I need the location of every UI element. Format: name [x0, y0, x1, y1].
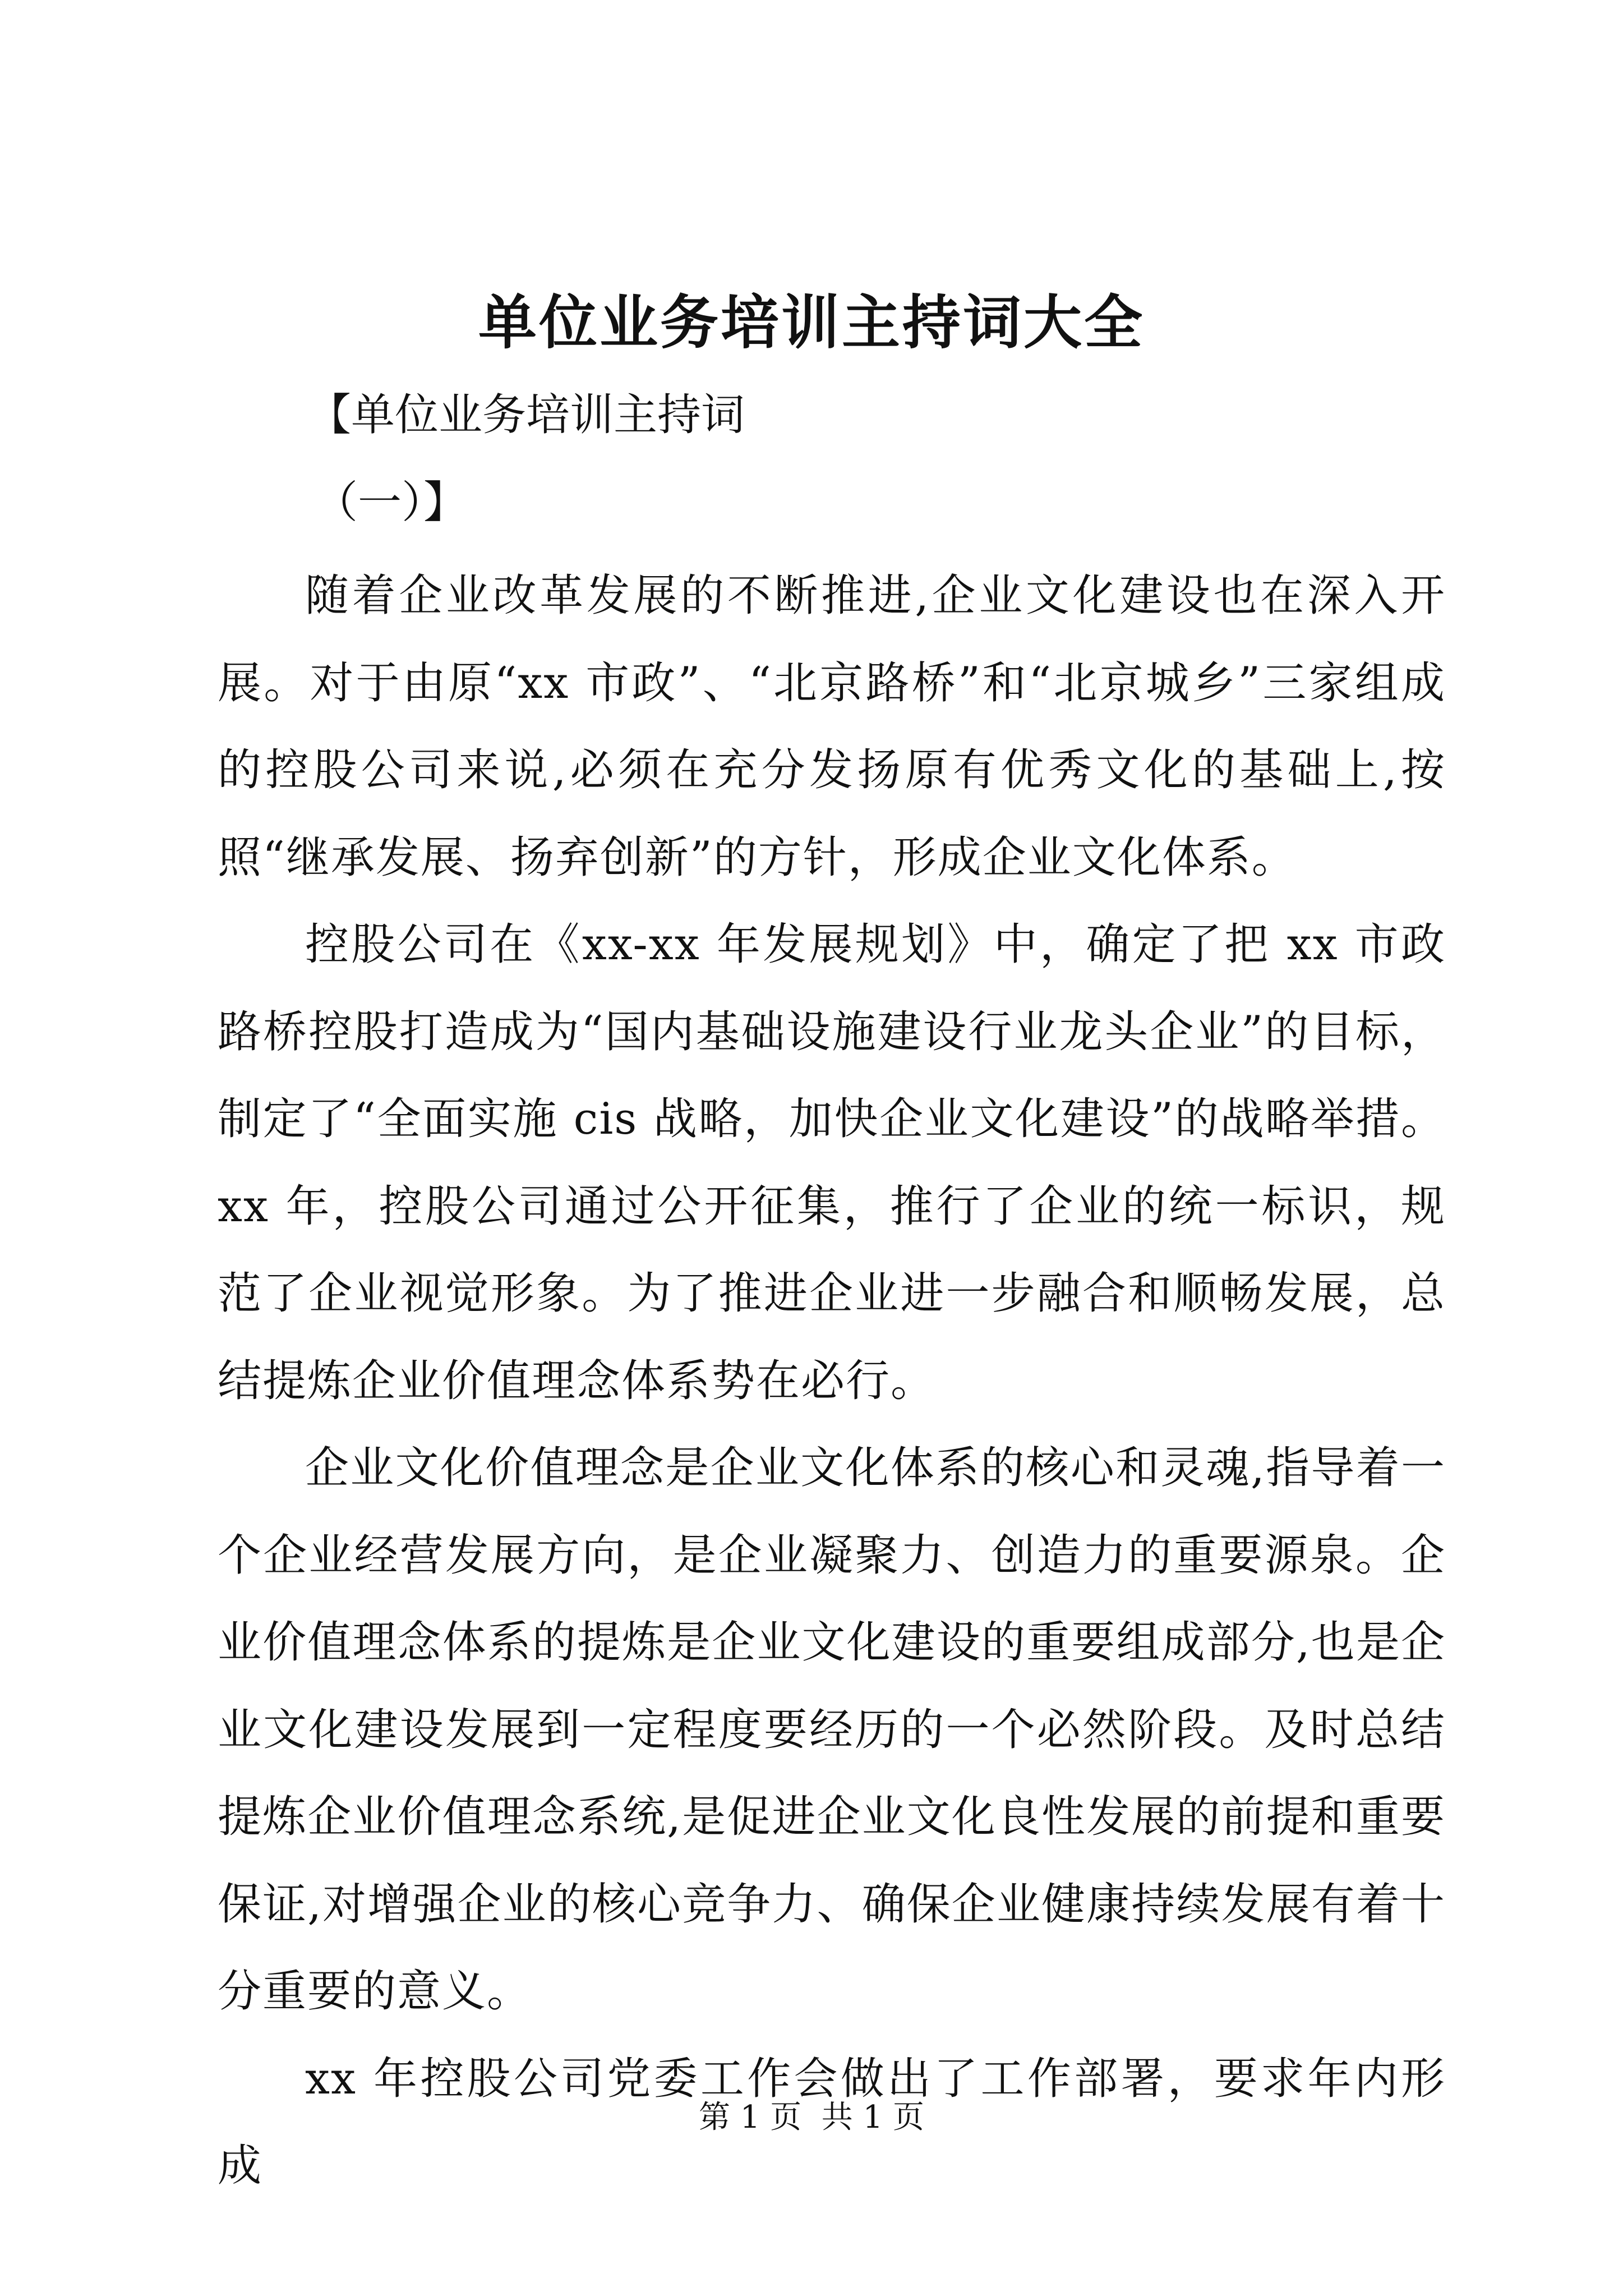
paragraph-2: 控股公司在《xx-xx 年发展规划》中，确定了把 xx 市政路桥控股打造成为“国内基础设施建设行业龙头企业”的目标，制定了“全面实施 cis 战略，加快企业文化建设”的战略举措。xx 年，控股公司通过公开征集，推行了企业的统一标识，规范了企业视觉形象。为了推进企业进一步融合和顺畅发展，总结提炼企业价值理念体系势在必行。 [218, 919, 1446, 1406]
paragraph-1: 随着企业改革发展的不断推进,企业文化建设也在深入开展。对于由原“xx 市政”、“北京路桥”和“北京城乡”三家组成的控股公司来说,必须在充分发扬原有优秀文化的基础上,按照“继承发展、扬弃创新”的方针，形成企业文化体系。 [218, 570, 1446, 883]
paragraph-3: 企业文化价值理念是企业文化体系的核心和灵魂,指导着一个企业经营发展方向，是企业凝聚力、创造力的重要源泉。企业价值理念体系的提炼是企业文化建设的重要组成部分,也是企业文化建设发展到一定程度要经历的一个必然阶段。及时总结提炼企业价值理念系统,是促进企业文化良性发展的前提和重要保证,对增强企业的核心竞争力、确保企业健康持续发展有着十分重要的意义。 [218, 1443, 1446, 2017]
document-body [218, 553, 1446, 2210]
subheading-line-2: （一）】 [314, 477, 468, 528]
page-footer: 第 1 页 共 1 页 [698, 2099, 925, 2136]
subheading-line-1: 【单位业务培训主持词 [307, 390, 745, 440]
document-title: 单位业务培训主持词大全 [478, 288, 1145, 357]
paragraph-4: xx 年控股公司党委工作会做出了工作部署，要求年内形成 [218, 2053, 1446, 2191]
